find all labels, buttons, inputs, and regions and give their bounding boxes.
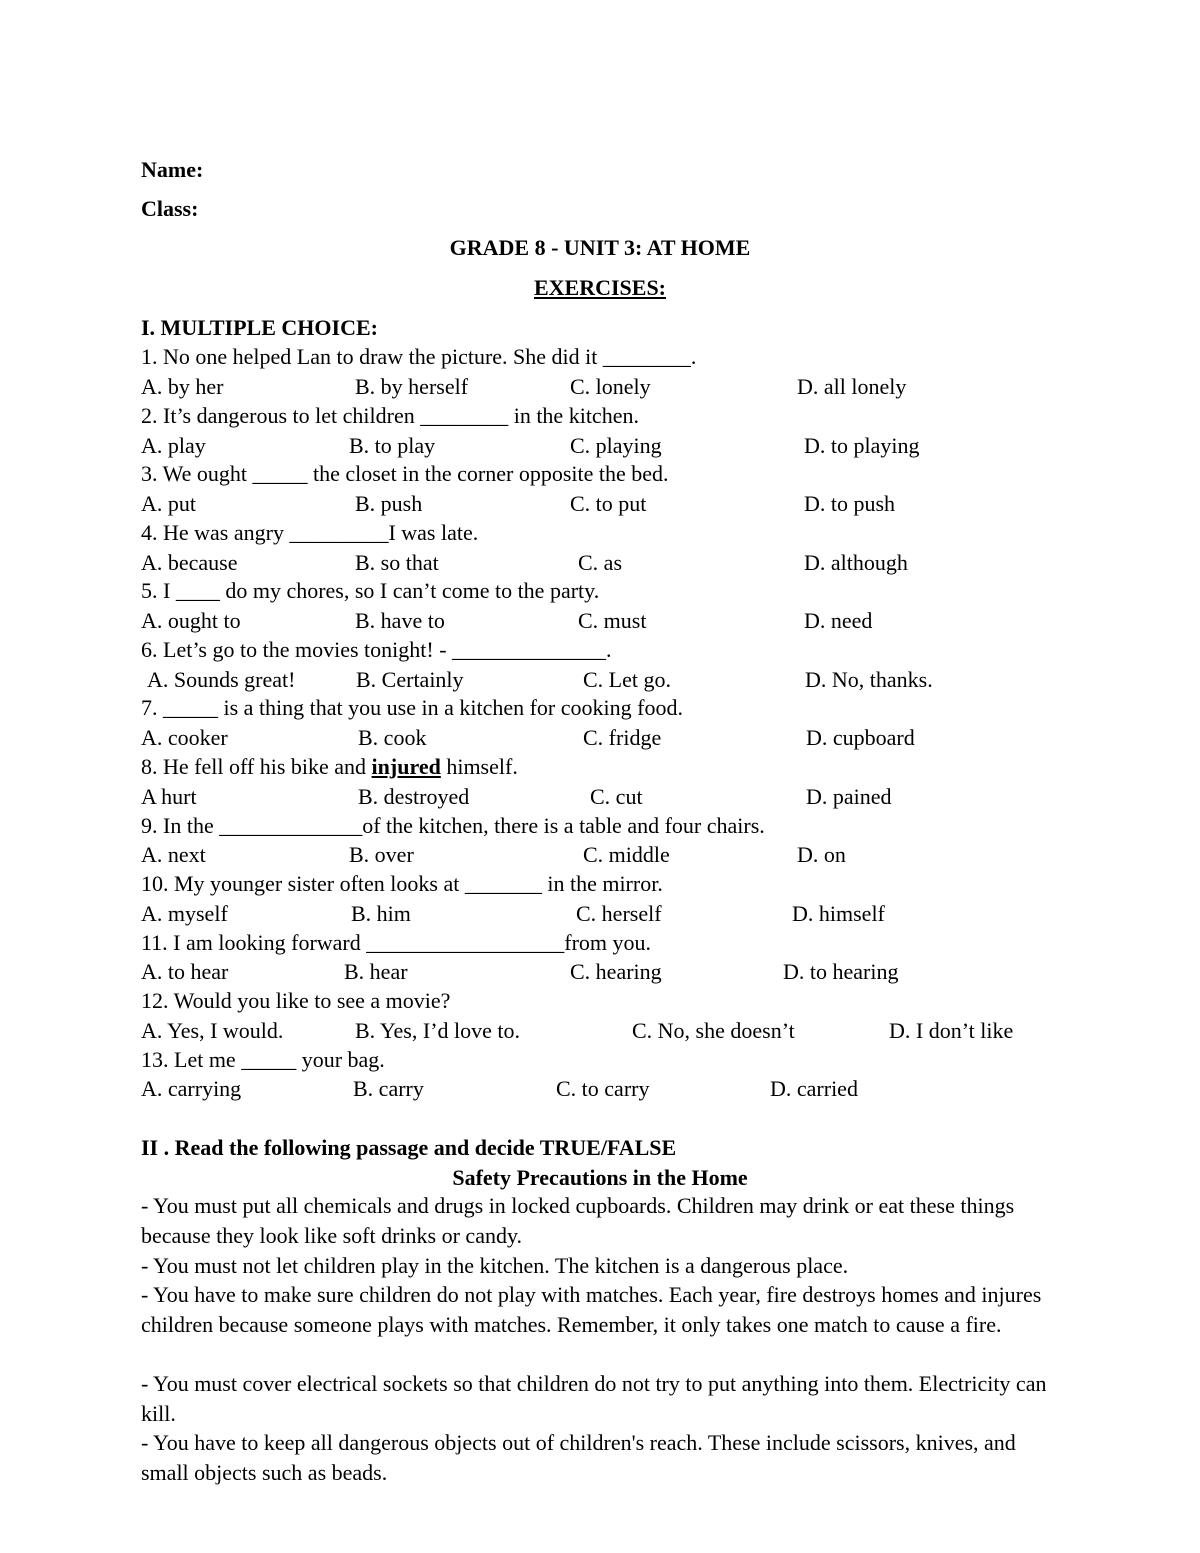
q8-option-d: D. pained — [806, 784, 892, 809]
passage-title: Safety Precautions in the Home — [452, 1165, 748, 1190]
passage-paragraph-5: - You have to keep all dangerous objects out of children's reach. These include scissors, knives, and small objects such as beads. — [141, 1430, 1016, 1485]
q6-option-c: C. Let go. — [583, 667, 671, 692]
q13-option-b: B. carry — [353, 1076, 424, 1101]
q7-option-a: A. cooker — [141, 725, 228, 750]
question-10: 10. My younger sister often looks at _______ in the mirror. — [141, 871, 663, 896]
q1-option-c: C. lonely — [570, 374, 651, 399]
q4-option-d: D. although — [804, 550, 908, 575]
q13-option-d: D. carried — [770, 1076, 858, 1101]
q6-option-b: B. Certainly — [356, 667, 464, 692]
question-11: 11. I am looking forward __________________from you. — [141, 930, 652, 955]
q12-option-d: D. I don’t like — [889, 1018, 1014, 1043]
q10-option-d: D. himself — [792, 901, 885, 926]
passage-paragraph-4: - You must cover electrical sockets so that children do not try to put anything into them. Electricity can kill. — [141, 1371, 1047, 1426]
q10-option-b: B. him — [351, 901, 411, 926]
page-title: GRADE 8 - UNIT 3: AT HOME — [449, 235, 751, 260]
q7-option-b: B. cook — [358, 725, 427, 750]
q2-option-d: D. to playing — [804, 433, 920, 458]
question-1: 1. No one helped Lan to draw the picture. She did it ________. — [141, 344, 697, 369]
q12-option-b: B. Yes, I’d love to. — [355, 1018, 521, 1043]
question-9: 9. In the _____________of the kitchen, there is a table and four chairs. — [141, 813, 765, 838]
q10-option-c: C. herself — [576, 901, 662, 926]
q2-option-a: A. play — [141, 433, 206, 458]
q2-option-c: C. playing — [570, 433, 662, 458]
q12-option-c: C. No, she doesn’t — [632, 1018, 795, 1043]
q8-underlined-word: injured — [371, 754, 441, 779]
q13-option-c: C. to carry — [556, 1076, 650, 1101]
passage-paragraph-3: - You have to make sure children do not play with matches. Each year, fire destroys homes and injures children because someone plays with matches. Remember, it only takes one match to cause a fire. — [141, 1282, 1042, 1337]
question-4: 4. He was angry _________I was late. — [141, 520, 479, 545]
q13-option-a: A. carrying — [141, 1076, 242, 1101]
question-6: 6. Let’s go to the movies tonight! - ______________. — [141, 637, 612, 662]
q2-option-b: B. to play — [349, 433, 436, 458]
q4-option-b: B. so that — [355, 550, 439, 575]
section2-heading: II . Read the following passage and decide TRUE/FALSE — [141, 1135, 677, 1160]
q6-option-d: D. No, thanks. — [805, 667, 933, 692]
q4-option-a: A. because — [141, 550, 238, 575]
q1-option-d: D. all lonely — [797, 374, 907, 399]
q3-option-a: A. put — [141, 491, 196, 516]
q3-option-d: D. to push — [804, 491, 896, 516]
question-8 — [141, 753, 518, 781]
q7-option-c: C. fridge — [583, 725, 662, 750]
q10-option-a: A. myself — [141, 901, 228, 926]
q1-option-a: A. by her — [141, 374, 224, 399]
question-2: 2. It’s dangerous to let children ________ in the kitchen. — [141, 403, 639, 428]
q8-option-b: B. destroyed — [358, 784, 470, 809]
question-5: 5. I ____ do my chores, so I can’t come to the party. — [141, 578, 600, 603]
q11-option-a: A. to hear — [141, 959, 229, 984]
q1-option-b: B. by herself — [355, 374, 469, 399]
q8-text-pre: 8. He fell off his bike and — [141, 754, 372, 779]
q9-option-a: A. next — [141, 842, 206, 867]
question-7: 7. _____ is a thing that you use in a kitchen for cooking food. — [141, 695, 683, 720]
q11-option-d: D. to hearing — [783, 959, 899, 984]
q9-option-b: B. over — [349, 842, 414, 867]
q3-option-c: C. to put — [570, 491, 647, 516]
q5-option-c: C. must — [578, 608, 647, 633]
question-13: 13. Let me _____ your bag. — [141, 1047, 385, 1072]
q11-option-b: B. hear — [344, 959, 408, 984]
passage-paragraph-1: - You must put all chemicals and drugs in locked cupboards. Children may drink or eat these things because they look like soft drinks or candy. — [141, 1193, 1015, 1248]
exercises-heading: EXERCISES: — [533, 275, 667, 300]
question-12: 12. Would you like to see a movie? — [141, 988, 451, 1013]
q5-option-a: A. ought to — [141, 608, 241, 633]
q12-option-a: A. Yes, I would. — [141, 1018, 284, 1043]
q11-option-c: C. hearing — [570, 959, 662, 984]
q6-option-a: A. Sounds great! — [147, 667, 296, 692]
exercises-heading-wrap — [0, 274, 1200, 302]
q9-option-d: D. on — [797, 842, 846, 867]
q5-option-b: B. have to — [355, 608, 445, 633]
question-3: 3. We ought _____ the closet in the corner opposite the bed. — [141, 461, 669, 486]
q8-option-c: C. cut — [590, 784, 643, 809]
name-label: Name: — [141, 157, 204, 182]
section1-heading: I. MULTIPLE CHOICE: — [141, 315, 378, 340]
q4-option-c: C. as — [578, 550, 622, 575]
q8-text-post: himself. — [440, 754, 518, 779]
passage-paragraph-2: - You must not let children play in the kitchen. The kitchen is a dangerous place. — [141, 1253, 849, 1278]
q9-option-c: C. middle — [583, 842, 670, 867]
q3-option-b: B. push — [355, 491, 423, 516]
q8-option-a: A hurt — [141, 784, 197, 809]
q7-option-d: D. cupboard — [806, 725, 915, 750]
q5-option-d: D. need — [804, 608, 873, 633]
class-label: Class: — [141, 196, 199, 221]
